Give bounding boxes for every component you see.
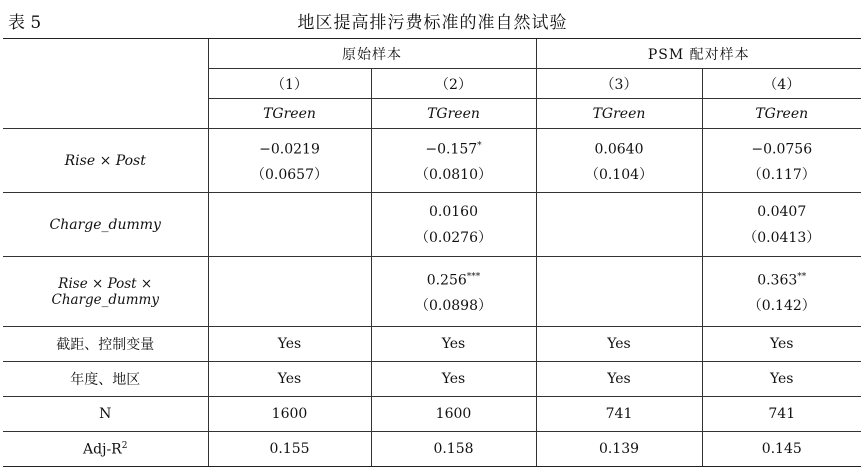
- cell-coef-se: [536, 257, 702, 327]
- dep-var-row: [3, 99, 861, 129]
- cell-value: 0.155: [208, 432, 371, 467]
- row-label: [3, 432, 208, 467]
- row-label: Rise × Post × Charge_dummy: [3, 257, 208, 327]
- se-value: （0.0276）: [415, 229, 492, 246]
- cell-value: Yes: [208, 362, 371, 397]
- row-label: Rise × Post: [3, 129, 208, 193]
- coef-value: −0.0219: [259, 141, 320, 158]
- coef-value: −0.0756: [751, 141, 813, 158]
- cell-value: 0.158: [371, 432, 536, 467]
- cell-value: 741: [536, 397, 702, 432]
- cell-value: Yes: [371, 362, 536, 397]
- cell-coef-se: [702, 193, 861, 257]
- row-label: 年度、地区: [3, 362, 208, 397]
- row-charge-dummy: [3, 193, 861, 257]
- cell-coef-se: [702, 129, 861, 193]
- coef-value: 0.0160: [429, 203, 478, 220]
- table-caption: [0, 6, 865, 34]
- table-number: 表 5: [8, 13, 42, 33]
- group-original-sample: 原始样本: [208, 39, 536, 69]
- row-controls: [3, 327, 861, 362]
- coef-value: −0.157: [425, 141, 478, 158]
- cell-coef-se: [208, 257, 371, 327]
- cell-value: 0.145: [702, 432, 861, 467]
- group-psm-sample: PSM 配对样本: [536, 39, 861, 69]
- cell-coef-se: [536, 193, 702, 257]
- dep-var-1: TGreen: [208, 99, 371, 129]
- cell-coef-se: [371, 129, 536, 193]
- row-adj-r2: [3, 432, 861, 467]
- se-value: （0.117）: [747, 167, 816, 184]
- cell-value: Yes: [536, 362, 702, 397]
- cell-value: Yes: [208, 327, 371, 362]
- corner-cell: [3, 39, 208, 69]
- se-value: （0.142）: [747, 298, 816, 315]
- se-value: （0.104）: [584, 167, 654, 184]
- column-4-header: （4）: [702, 69, 861, 99]
- cell-value: 0.139: [536, 432, 702, 467]
- coef-value: 0.363: [757, 272, 798, 289]
- column-2-header: （2）: [371, 69, 536, 99]
- cell-value: Yes: [702, 327, 861, 362]
- cell-coef-se: [536, 129, 702, 193]
- regression-table: [3, 38, 861, 467]
- column-3-header: （3）: [536, 69, 702, 99]
- cell-value: Yes: [536, 327, 702, 362]
- column-1-header: （1）: [208, 69, 371, 99]
- row-observations: [3, 397, 861, 432]
- se-value: （0.0898）: [415, 298, 492, 315]
- cell-value: 1600: [208, 397, 371, 432]
- table-title: 地区提高排污费标准的准自然试验: [297, 13, 568, 33]
- significance-stars: ***: [466, 271, 481, 282]
- empty-cell: [3, 69, 208, 99]
- dep-var-3: TGreen: [536, 99, 702, 129]
- coef-value: 0.0407: [757, 203, 807, 220]
- cell-value: 1600: [371, 397, 536, 432]
- cell-coef-se: [371, 193, 536, 257]
- row-label: Charge_dummy: [3, 193, 208, 257]
- se-value: （0.0810）: [415, 167, 492, 184]
- se-value: （0.0657）: [251, 167, 328, 184]
- cell-value: Yes: [702, 362, 861, 397]
- cell-coef-se: [371, 257, 536, 327]
- cell-coef-se: [208, 129, 371, 193]
- row-fixed-effects: [3, 362, 861, 397]
- dep-var-2: TGreen: [371, 99, 536, 129]
- row-label: N: [3, 397, 208, 432]
- cell-coef-se: [702, 257, 861, 327]
- dep-var-4: TGreen: [702, 99, 861, 129]
- row-label: 截距、控制变量: [3, 327, 208, 362]
- row-rise-post: [3, 129, 861, 193]
- se-value: （0.0413）: [743, 229, 821, 246]
- group-header-row: [3, 39, 861, 69]
- adj-r2-label: Adj-R: [83, 441, 122, 458]
- coef-value: 0.0640: [594, 141, 644, 158]
- coef-value: 0.256: [426, 272, 467, 289]
- empty-cell: [3, 99, 208, 129]
- significance-stars: **: [797, 271, 807, 282]
- adj-r2-superscript: 2: [121, 440, 128, 451]
- column-number-row: [3, 69, 861, 99]
- significance-stars: *: [477, 140, 482, 151]
- row-triple-interaction: [3, 257, 861, 327]
- cell-coef-se: [208, 193, 371, 257]
- cell-value: 741: [702, 397, 861, 432]
- cell-value: Yes: [371, 327, 536, 362]
